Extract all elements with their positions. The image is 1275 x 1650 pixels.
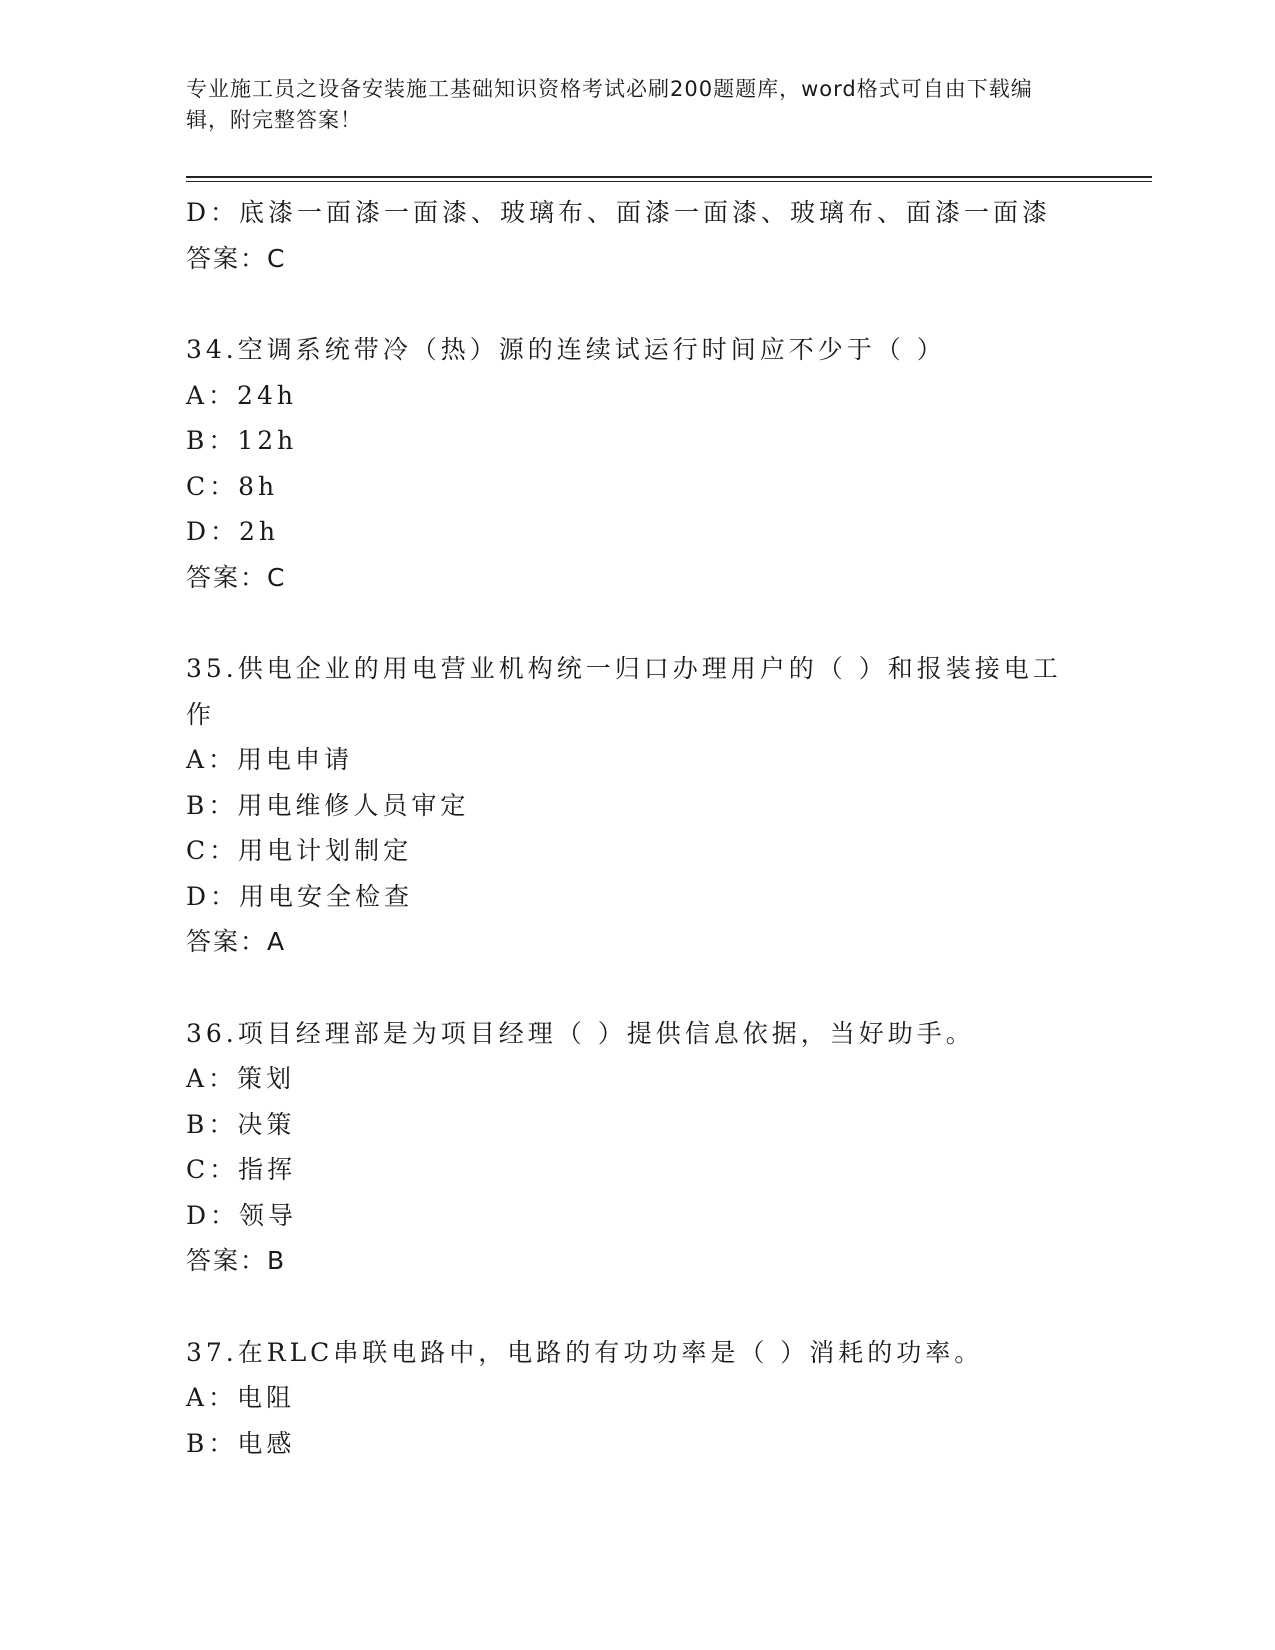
- document-header: 专业施工员之设备安装施工基础知识资格考试必刷200题题库，word格式可自由下载编辑，附完整答案！: [186, 77, 1033, 132]
- option-d: D：用电安全检查: [186, 881, 414, 911]
- option-c: C：用电计划制定: [186, 836, 413, 865]
- question-37-stem: 37.在RLC串联电路中，电路的有功功率是（ ）消耗的功率。: [186, 1337, 984, 1367]
- spacer: [186, 965, 1066, 1011]
- header-rule-thin: [186, 181, 1152, 182]
- answer-line: 答案：B: [186, 1246, 287, 1275]
- option-d: D：2h: [186, 517, 280, 546]
- spacer: [186, 281, 1066, 327]
- answer-line: 答案：C: [186, 562, 287, 592]
- option-b: B：用电维修人员审定: [186, 790, 470, 820]
- option-c: C：8h: [186, 471, 279, 501]
- option-d: D：底漆一面漆一面漆、玻璃布、面漆一面漆、玻璃布、面漆一面漆: [186, 198, 1052, 227]
- question-35-stem-continued: 作: [186, 699, 216, 729]
- question-35-stem: 35.供电企业的用电营业机构统一归口办理用户的（ ）和报装接电工: [186, 654, 1062, 683]
- question-34-stem: 34.空调系统带冷（热）源的连续试运行时间应不少于（ ）: [186, 335, 946, 364]
- option-b: B：决策: [186, 1109, 296, 1139]
- question-36-stem: 36.项目经理部是为项目经理（ ）提供信息依据，当好助手。: [186, 1018, 975, 1048]
- option-a: A：策划: [186, 1064, 296, 1093]
- answer-line: 答案：A: [186, 927, 287, 956]
- option-d: D：领导: [186, 1200, 298, 1230]
- spacer: [186, 600, 1066, 646]
- answer-line: 答案：C: [186, 243, 287, 273]
- option-b: B：电感: [186, 1428, 296, 1458]
- option-c: C：指挥: [186, 1155, 297, 1184]
- option-b: B：12h: [186, 426, 298, 455]
- option-a: A：24h: [186, 380, 297, 410]
- option-a: A：电阻: [186, 1383, 296, 1412]
- question-list: [186, 190, 1066, 1466]
- spacer: [186, 1284, 1066, 1330]
- header-rule-thick: [186, 176, 1152, 178]
- option-a: A：用电申请: [186, 745, 354, 774]
